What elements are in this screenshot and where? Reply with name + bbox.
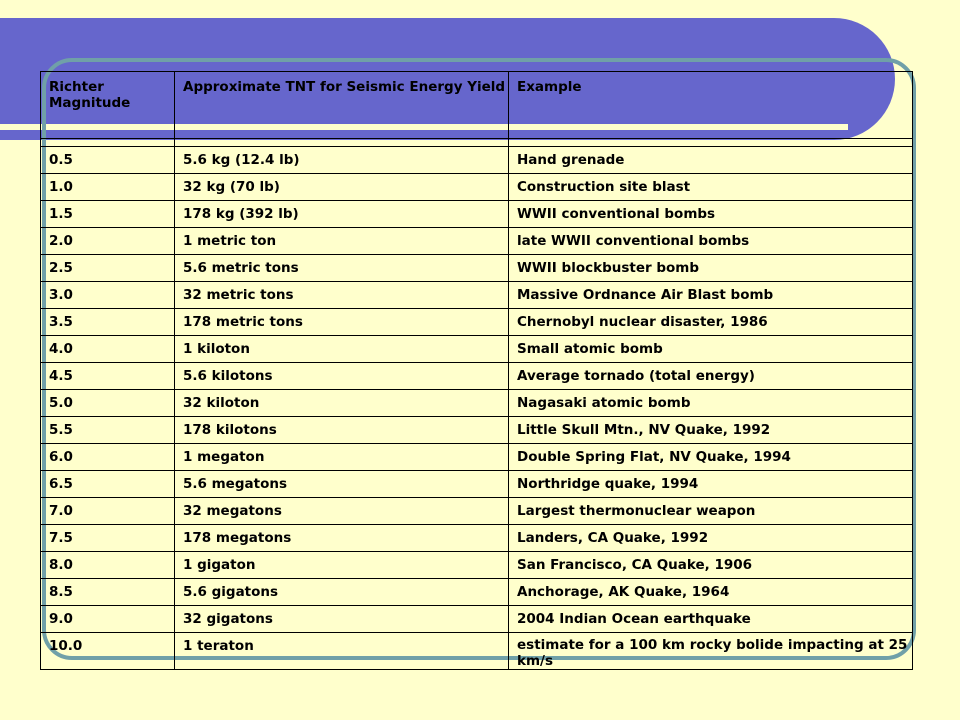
cell-example: Hand grenade <box>509 147 913 174</box>
cell-tnt: 178 metric tons <box>175 309 509 336</box>
cell-tnt: 178 megatons <box>175 525 509 552</box>
cell-example: late WWII conventional bombs <box>509 228 913 255</box>
cell-example: Small atomic bomb <box>509 336 913 363</box>
cell-tnt: 1 gigaton <box>175 552 509 579</box>
cell-example: Anchorage, AK Quake, 1964 <box>509 579 913 606</box>
cell-magnitude: 2.0 <box>41 228 175 255</box>
table-row <box>41 174 913 201</box>
table-row <box>41 363 913 390</box>
richter-table <box>40 71 913 670</box>
cell-magnitude: 3.0 <box>41 282 175 309</box>
table-row <box>41 147 913 174</box>
cell-example: 2004 Indian Ocean earthquake <box>509 606 913 633</box>
table-row <box>41 525 913 552</box>
cell-tnt: 32 gigatons <box>175 606 509 633</box>
cell-example: Little Skull Mtn., NV Quake, 1992 <box>509 417 913 444</box>
cell-example: Largest thermonuclear weapon <box>509 498 913 525</box>
cell-magnitude: 1.0 <box>41 174 175 201</box>
cell-tnt: 1 megaton <box>175 444 509 471</box>
cell-magnitude: 6.0 <box>41 444 175 471</box>
table-row <box>41 390 913 417</box>
cell-tnt: 5.6 kilotons <box>175 363 509 390</box>
cell-magnitude: 8.5 <box>41 579 175 606</box>
cell-magnitude: 9.0 <box>41 606 175 633</box>
cell-magnitude: 6.5 <box>41 471 175 498</box>
cell-magnitude: 5.0 <box>41 390 175 417</box>
table-row <box>41 228 913 255</box>
cell-example: Average tornado (total energy) <box>509 363 913 390</box>
table-row <box>41 579 913 606</box>
cell-example: WWII conventional bombs <box>509 201 913 228</box>
cell-tnt: 5.6 kg (12.4 lb) <box>175 147 509 174</box>
cell-tnt: 1 teraton <box>175 633 509 670</box>
table-row <box>41 201 913 228</box>
cell-magnitude: 1.5 <box>41 201 175 228</box>
cell-magnitude: 2.5 <box>41 255 175 282</box>
table-row <box>41 471 913 498</box>
cell-example: Nagasaki atomic bomb <box>509 390 913 417</box>
cell-magnitude: 5.5 <box>41 417 175 444</box>
table-row <box>41 552 913 579</box>
spacer-cell <box>509 139 913 147</box>
cell-magnitude: 7.0 <box>41 498 175 525</box>
table-row <box>41 309 913 336</box>
cell-magnitude: 3.5 <box>41 309 175 336</box>
cell-tnt: 32 kiloton <box>175 390 509 417</box>
cell-magnitude: 8.0 <box>41 552 175 579</box>
cell-example: WWII blockbuster bomb <box>509 255 913 282</box>
table-header-row <box>41 72 913 139</box>
table-row <box>41 336 913 363</box>
cell-tnt: 1 kiloton <box>175 336 509 363</box>
cell-example: Massive Ordnance Air Blast bomb <box>509 282 913 309</box>
header-example: Example <box>509 72 913 139</box>
cell-tnt: 5.6 megatons <box>175 471 509 498</box>
cell-tnt: 32 kg (70 lb) <box>175 174 509 201</box>
table-row <box>41 498 913 525</box>
cell-example: Northridge quake, 1994 <box>509 471 913 498</box>
header-spacer-row <box>41 139 913 147</box>
cell-magnitude: 4.0 <box>41 336 175 363</box>
cell-tnt: 178 kg (392 lb) <box>175 201 509 228</box>
cell-magnitude: 7.5 <box>41 525 175 552</box>
cell-example: Double Spring Flat, NV Quake, 1994 <box>509 444 913 471</box>
cell-example: Landers, CA Quake, 1992 <box>509 525 913 552</box>
cell-tnt: 1 metric ton <box>175 228 509 255</box>
table-row <box>41 417 913 444</box>
cell-magnitude: 0.5 <box>41 147 175 174</box>
header-tnt: Approximate TNT for Seismic Energy Yield <box>175 72 509 139</box>
table-body <box>41 147 913 670</box>
header-magnitude: Richter Magnitude <box>41 72 175 139</box>
cell-example: Chernobyl nuclear disaster, 1986 <box>509 309 913 336</box>
spacer-cell <box>175 139 509 147</box>
cell-example: estimate for a 100 km rocky bolide impacting at 25 km/s <box>509 633 913 670</box>
cell-example: Construction site blast <box>509 174 913 201</box>
cell-tnt: 178 kilotons <box>175 417 509 444</box>
table-row <box>41 606 913 633</box>
richter-table-container <box>40 71 913 670</box>
table-row <box>41 633 913 670</box>
cell-example: San Francisco, CA Quake, 1906 <box>509 552 913 579</box>
cell-tnt: 5.6 metric tons <box>175 255 509 282</box>
cell-magnitude: 4.5 <box>41 363 175 390</box>
table-row <box>41 444 913 471</box>
cell-tnt: 32 metric tons <box>175 282 509 309</box>
cell-tnt: 5.6 gigatons <box>175 579 509 606</box>
cell-tnt: 32 megatons <box>175 498 509 525</box>
cell-magnitude: 10.0 <box>41 633 175 670</box>
table-row <box>41 255 913 282</box>
spacer-cell <box>41 139 175 147</box>
table-row <box>41 282 913 309</box>
